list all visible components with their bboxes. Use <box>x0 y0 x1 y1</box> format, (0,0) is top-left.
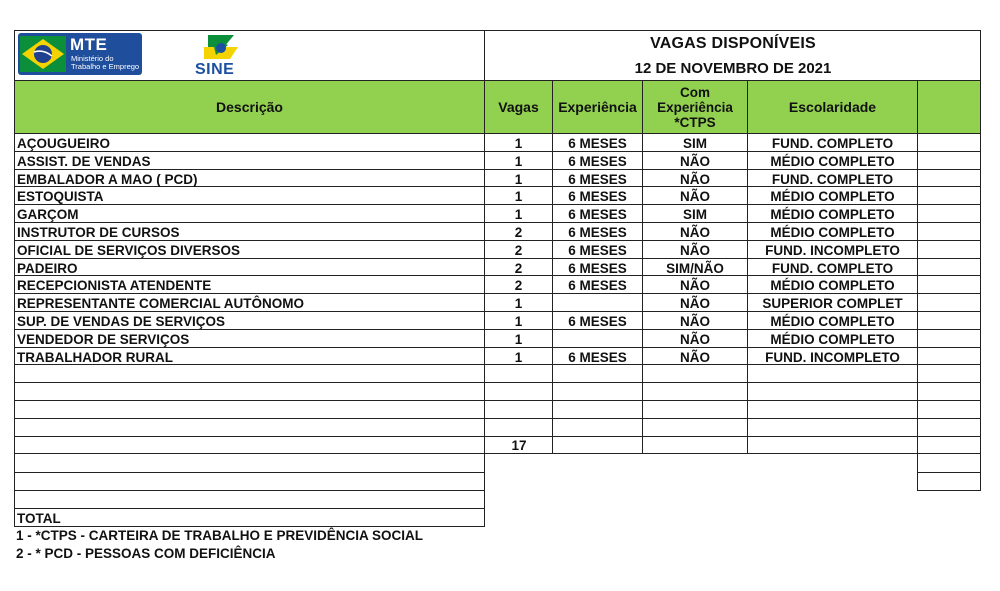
cell-descricao: GARÇOM <box>17 207 79 222</box>
col-header-descricao: Descrição <box>216 98 283 115</box>
row-divider <box>14 508 485 509</box>
cell-vagas: 2 <box>514 243 523 258</box>
cell-descricao: RECEPCIONISTA ATENDENTE <box>17 278 212 293</box>
cell-ctps: NÃO <box>680 189 710 204</box>
cell-experiencia: 6 MESES <box>568 314 627 329</box>
cell-experiencia: 6 MESES <box>568 189 627 204</box>
cell-experiencia: 6 MESES <box>568 207 627 222</box>
footnote-ctps: 1 - *CTPS - CARTEIRA DE TRABALHO E PREVIDÊNCIA SOCIAL <box>16 528 424 543</box>
row-divider <box>917 490 981 491</box>
row-divider <box>14 382 981 383</box>
cell-ctps: NÃO <box>680 332 710 347</box>
table-top-border <box>14 30 981 31</box>
mte-subtitle-1: Ministério do <box>71 54 114 63</box>
footnote-pcd: 2 - * PCD - PESSOAS COM DEFICIÊNCIA <box>16 546 276 561</box>
cell-ctps: NÃO <box>680 296 710 311</box>
cell-escolaridade: FUND. INCOMPLETO <box>765 243 900 258</box>
cell-ctps: SIM <box>682 136 707 151</box>
cell-descricao: EMBALADOR A MAO ( PCD) <box>17 172 198 187</box>
cell-escolaridade: MÉDIO COMPLETO <box>770 189 895 204</box>
header-bottom-border <box>14 133 981 134</box>
cell-ctps: NÃO <box>680 225 710 240</box>
total-vagas: 17 <box>511 438 527 453</box>
cell-vagas: 1 <box>514 207 523 222</box>
cell-ctps: NÃO <box>680 154 710 169</box>
cell-escolaridade: MÉDIO COMPLETO <box>770 314 895 329</box>
cell-descricao: VENDEDOR DE SERVIÇOS <box>17 332 190 347</box>
col-header-com-experiencia: Com Experiência *CTPS <box>657 84 733 130</box>
sine-wordmark: SINE <box>195 61 235 78</box>
cell-vagas: 1 <box>514 332 523 347</box>
cell-descricao: REPRESENTANTE COMERCIAL AUTÔNOMO <box>17 296 305 311</box>
cell-descricao: AÇOUGUEIRO <box>17 136 111 151</box>
cell-escolaridade: MÉDIO COMPLETO <box>770 154 895 169</box>
cell-descricao: TRABALHADOR RURAL <box>17 350 173 365</box>
cell-descricao: OFICIAL DE SERVIÇOS DIVERSOS <box>17 243 241 258</box>
col-divider <box>917 81 918 454</box>
page-title: VAGAS DISPONÍVEIS <box>650 35 816 52</box>
sine-flag-icon <box>194 33 248 63</box>
cell-descricao: PADEIRO <box>17 261 78 276</box>
cell-experiencia: 6 MESES <box>568 261 627 276</box>
col-header-experiencia: Experiência <box>558 98 637 115</box>
cell-ctps: NÃO <box>680 172 710 187</box>
cell-descricao: SUP. DE VENDAS DE SERVIÇOS <box>17 314 226 329</box>
cell-vagas: 2 <box>514 278 523 293</box>
row-divider <box>14 418 981 419</box>
cell-vagas: 2 <box>514 225 523 240</box>
cell-escolaridade: MÉDIO COMPLETO <box>770 278 895 293</box>
cell-descricao: ASSIST. DE VENDAS <box>17 154 151 169</box>
page-date: 12 DE NOVEMBRO DE 2021 <box>634 60 832 77</box>
cell-descricao: INSTRUTOR DE CURSOS <box>17 225 180 240</box>
cell-ctps: NÃO <box>680 314 710 329</box>
table-right-border <box>980 30 981 491</box>
cell-vagas: 1 <box>514 314 523 329</box>
cell-vagas: 1 <box>514 350 523 365</box>
cell-ctps: SIM <box>682 207 707 222</box>
cell-experiencia: 6 MESES <box>568 278 627 293</box>
cell-vagas: 1 <box>514 136 523 151</box>
cell-experiencia: 6 MESES <box>568 350 627 365</box>
cell-escolaridade: MÉDIO COMPLETO <box>770 225 895 240</box>
sine-logo <box>194 33 248 79</box>
cell-vagas: 1 <box>514 296 523 311</box>
col-header-vagas: Vagas <box>498 98 539 115</box>
cell-vagas: 2 <box>514 261 523 276</box>
cell-escolaridade: FUND. COMPLETO <box>771 136 894 151</box>
cell-vagas: 1 <box>514 154 523 169</box>
cell-escolaridade: MÉDIO COMPLETO <box>770 332 895 347</box>
title-divider <box>484 30 485 81</box>
cell-ctps: NÃO <box>680 243 710 258</box>
cell-experiencia: 6 MESES <box>568 225 627 240</box>
col-divider <box>917 453 918 491</box>
left-block-divider <box>484 453 485 527</box>
col-header-escolaridade: Escolaridade <box>788 98 877 115</box>
cell-experiencia: 6 MESES <box>568 154 627 169</box>
cell-experiencia: 6 MESES <box>568 136 627 151</box>
cell-vagas: 1 <box>514 172 523 187</box>
cell-escolaridade: FUND. INCOMPLETO <box>765 350 900 365</box>
mte-logo <box>18 33 142 75</box>
mte-wordmark: MTE <box>70 35 108 54</box>
cell-escolaridade: FUND. COMPLETO <box>771 261 894 276</box>
cell-ctps: SIM/NÃO <box>666 261 724 276</box>
cell-experiencia: 6 MESES <box>568 172 627 187</box>
cell-experiencia: 6 MESES <box>568 243 627 258</box>
row-divider <box>14 400 981 401</box>
cell-vagas: 1 <box>514 189 523 204</box>
row-divider <box>14 472 485 473</box>
cell-ctps: NÃO <box>680 278 710 293</box>
cell-escolaridade: FUND. COMPLETO <box>771 172 894 187</box>
total-label: TOTAL <box>17 511 61 526</box>
mte-subtitle-2: Trabalho e Emprego <box>71 62 140 71</box>
cell-descricao: ESTOQUISTA <box>17 189 104 204</box>
cell-escolaridade: MÉDIO COMPLETO <box>770 207 895 222</box>
cell-ctps: NÃO <box>680 350 710 365</box>
row-divider <box>917 472 981 473</box>
row-divider <box>14 490 485 491</box>
cell-escolaridade: SUPERIOR COMPLET <box>762 296 903 311</box>
